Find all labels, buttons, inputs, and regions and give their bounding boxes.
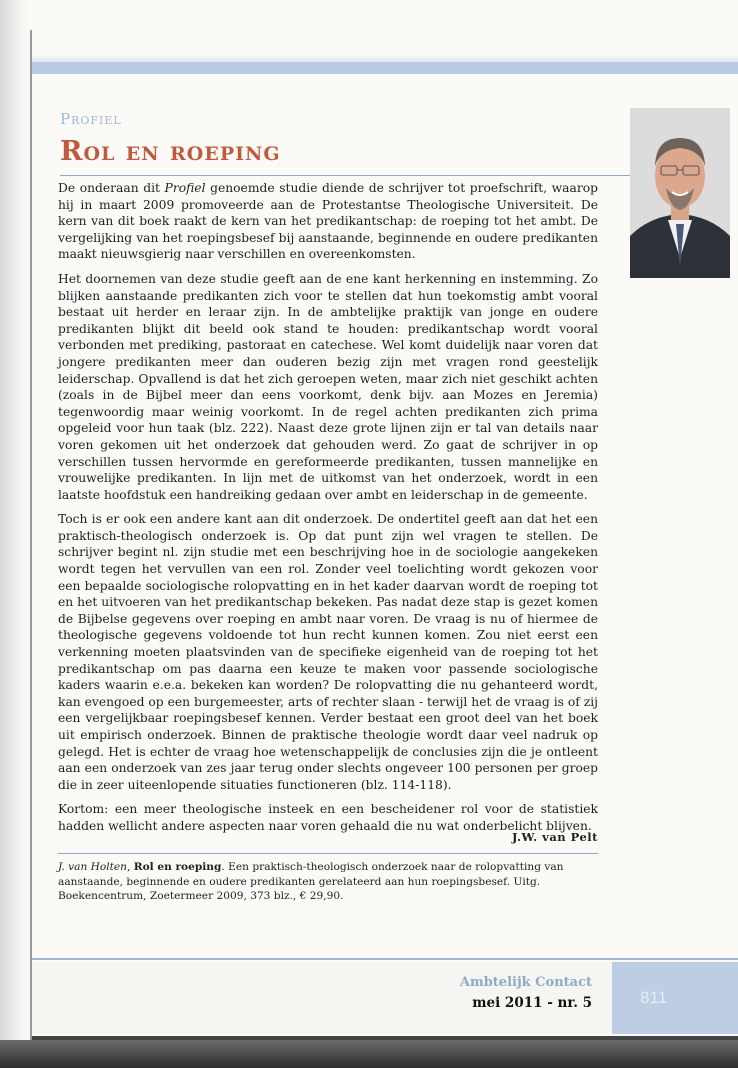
reference-rule [58, 853, 598, 854]
article-title: Rol en roeping [60, 136, 281, 167]
reference-book-title: Rol en roeping [133, 861, 222, 874]
paragraph-4: Kortom: een meer theologische insteek en een bescheidener rol voor de statistiek hadden wellicht andere aspecten naar voren gehaald die nu wat onderbelicht blijven. [58, 802, 598, 833]
reference-author: J. van Holten [58, 861, 128, 874]
journal-name: Ambtelijk Contact [459, 975, 592, 990]
signature: J.W. van Pelt [511, 829, 598, 844]
p1-text-b: genoemde studie diende de schrijver tot proefschrift, waarop hij in maart 2009 promoveerde aan de Protestantse Theologische Universiteit. De kern van dit boek raakt de kern van het predikantschap: de roeping tot het ambt. De vergelijking van het roepingsbesef bij aanstaande, beginnende en oudere predikanten maakt nieuwsgierig naar verschillen en overeenkomsten. [58, 181, 598, 262]
footer-rule [32, 958, 738, 960]
paragraph-1 [58, 180, 598, 263]
page-number: 811 [640, 988, 668, 1007]
author-photo [630, 108, 730, 278]
page-number-box [612, 962, 738, 1034]
scan-shadow [0, 1040, 738, 1068]
p1-emphasis: Profiel [164, 181, 206, 195]
binding-line [30, 30, 32, 1040]
issue-label: mei 2011 - nr. 5 [472, 995, 592, 1011]
book-reference [58, 860, 598, 904]
reference-sep: , [127, 861, 134, 874]
binding-edge [0, 0, 30, 1068]
top-band [32, 62, 738, 74]
p1-text-a: De onderaan dit [58, 181, 165, 195]
paragraph-3: Toch is er ook een andere kant aan dit onderzoek. De ondertitel geeft aan dat het een praktisch-theologisch onderzoek is. Op dat punt zijn wel vragen te stellen. De schrijver begint nl. zijn studie met een beschrijving hoe in de sociologie aangekeken wordt tegen het vervullen van een rol. Zonder veel toelichting wordt gekozen voor een bepaalde sociologische rolopvatting en in het kader daarvan wordt de roeping tot en het uitvoeren van het predikantschap bekeken. Pas nadat deze stap is gezet komen de Bijbelse gegevens over roeping en ambt naar voren. De vraag is nu of hiermee de theologische gegevens voldoende tot hun recht kunnen komen. Zou niet eerst een verkenning moeten plaatsvinden van de specifieke eigenheid van de roeping tot het predikantschap om pas daarna een keuze te maken voor passende sociologische kaders waarin e.e.a. bekeken kan worden? De rolopvatting die nu gehanteerd wordt, kan evengoed op een burgemeester, arts of rechter slaan - terwijl het de vraag is of zij een vergelijkbaar roepingsbesef kennen. Verder bestaat een groot deel van het boek uit empirisch onderzoek. Binnen de praktische theologie wordt daar veel nadruk op gelegd. Het is echter de vraag hoe wetenschappelijk de conclusies zijn die je ontleent aan een onderzoek van zes jaar terug onder slechts ongeveer 100 personen per groep die in zeer uiteenlopende situaties functioneren (blz. 114-118). [58, 512, 598, 792]
title-rule [60, 175, 660, 176]
section-label: Profiel [60, 110, 122, 128]
paragraph-2: Het doornemen van deze studie geeft aan de ene kant herkenning en instemming. Zo blijken aanstaande predikanten zich voor te stellen dat hun toekomstig ambt vooral bestaat uit herder en leraar zijn. In de ambtelijke praktijk van jonge en oudere predikanten blijkt dit beeld ook stand te houden: predikantschap wordt vooral verbonden met prediking, pastoraat en catechese. Wel komt duidelijk naar voren dat jongere predikanten meer dan ouderen bezig zijn met vragen rond geestelijk leiderschap. Opvallend is dat het zich geroepen weten, maar zich niet geschikt achten (zoals in de Bijbel meer dan eens voorkomt, denk bijv. aan Mozes en Jeremia) tegenwoordig maar weinig voorkomt. In de regel achten predikanten zich prima opgeleid voor hun taak (blz. 222). Naast deze grote lijnen zijn er tal van details naar voren gekomen uit het onderzoek dat gehouden werd. Zo gaat de schrijver in op verschillen tussen hervormde en gereformeerde predikanten, tussen mannelijke en vrouwelijke predikanten. In lijn met de uitkomst van het onderzoek, wordt in een laatste hoofdstuk een handreiking gedaan over ambt en leiderschap in de gemeente. [58, 271, 598, 502]
reference-details: . Een praktisch-theologisch onderzoek naar de rolopvatting van aanstaande, beginnende en oudere predikanten gerelateerd aan hun roepingsbesef. Uitg. Boekencentrum, Zoetermeer 2009, 373 blz., € 29,90. [58, 861, 564, 903]
article-body [58, 180, 598, 904]
portrait-image [630, 108, 730, 278]
